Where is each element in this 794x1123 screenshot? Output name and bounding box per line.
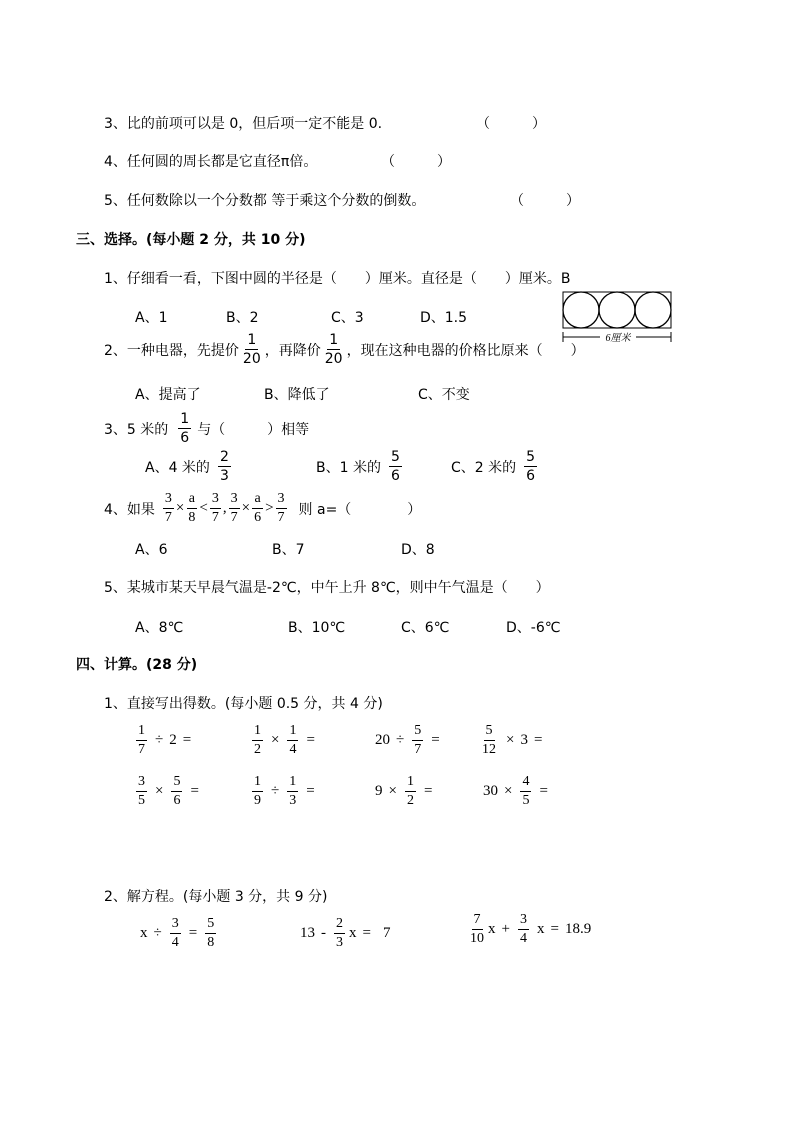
figure-rectangle xyxy=(563,292,671,328)
fraction: $\frac{2}{3}$ xyxy=(219,449,229,484)
choice-q1-option-c[interactable]: C、3 xyxy=(331,310,364,326)
choice-q5-option-a[interactable]: A、8℃ xyxy=(135,620,184,636)
choice-q5-option-d[interactable]: D、-6℃ xyxy=(506,620,561,636)
inequality-expression: $\frac{3}{7}$ × $\frac{a}{8}$ < $\frac{3}{7}$ , $\frac{3}{7}$ × $\frac{a}{6}$ > $\frac{3}{7}$ xyxy=(164,491,285,525)
fraction: $\frac{a}{8}$ xyxy=(188,491,196,525)
fraction: $\frac{3}{7}$ xyxy=(277,491,285,525)
choice-q4-option-a[interactable]: A、6 xyxy=(135,542,168,558)
fraction: $\frac{2}{3}$ xyxy=(336,916,343,950)
circle-1 xyxy=(563,292,599,328)
judge-q3-answer-paren[interactable]: （ ） xyxy=(476,116,546,132)
fraction: $\frac{a}{6}$ xyxy=(254,491,262,525)
fraction: $\frac{3}{4}$ xyxy=(519,912,527,946)
choice-q5: 5、某城市某天早晨气温是-2℃，中午上升 8℃，则中午气温是（ ） xyxy=(104,580,550,596)
judge-q4-answer-paren[interactable]: （ ） xyxy=(381,154,451,170)
fraction: $\frac{1}{2}$ xyxy=(254,723,261,757)
choice-q3-option-c[interactable]: C、2 米的 $\frac{5}{6}$ xyxy=(451,449,536,484)
calc-item-3: 20 ÷ $\frac{5}{7}$ = xyxy=(375,723,440,757)
choice-q4-option-d[interactable]: D、8 xyxy=(401,542,435,558)
circle-2 xyxy=(599,292,635,328)
fraction: $\frac{5}{6}$ xyxy=(173,774,181,808)
calc-sub2-heading: 2、解方程。(每小题 3 分，共 9 分) xyxy=(104,889,328,905)
calc-item-6: $\frac{1}{9}$ ÷ $\frac{1}{3}$ = xyxy=(254,774,315,808)
choice-q4-option-b[interactable]: B、7 xyxy=(272,542,305,558)
dimension-label: 6厘米 xyxy=(605,333,631,344)
calc-item-1: $\frac{1}{7}$ ÷ 2 = xyxy=(138,723,192,757)
choice-q1-option-a[interactable]: A、1 xyxy=(135,310,168,326)
fraction: $\frac{4}{5}$ xyxy=(522,774,530,808)
calc-item-8: 30 × $\frac{4}{5}$ = xyxy=(483,774,548,808)
choice-q1: 1、仔细看一看，下图中圆的半径是（ ）厘米。直径是（ ）厘米。B xyxy=(104,271,571,287)
choice-q2-option-c[interactable]: C、不变 xyxy=(418,387,470,403)
calc-item-7: 9 × $\frac{1}{2}$ = xyxy=(375,774,433,808)
choice-q5-option-c[interactable]: C、6℃ xyxy=(401,620,450,636)
fraction: $\frac{3}{4}$ xyxy=(171,916,179,950)
choice-q4: 4、如果 $\frac{3}{7}$ × $\frac{a}{8}$ < $\frac{3}{7}$ , $\frac{3}{7}$ × $\frac{a}{6}$ > $\frac{3}{7}$ 则 a=（ ） xyxy=(104,491,422,525)
fraction: $\frac{1}{2}$ xyxy=(406,774,414,808)
fraction: $\frac{1}{20}$ xyxy=(242,332,261,367)
calc-item-2: $\frac{1}{2}$ × $\frac{1}{4}$ = xyxy=(254,723,315,757)
calc-heading: 四、计算。(28 分) xyxy=(76,657,198,673)
fraction: $\frac{3}{5}$ xyxy=(138,774,145,808)
equation-3: $\frac{7}{10}$ x + $\frac{3}{4}$ x = 18.9 xyxy=(470,912,592,946)
fraction: $\frac{1}{9}$ xyxy=(254,774,261,808)
choice-q3-option-b[interactable]: B、1 米的 $\frac{5}{6}$ xyxy=(316,449,400,484)
fraction: $\frac{1}{6}$ xyxy=(180,411,190,446)
fraction: $\frac{5}{6}$ xyxy=(390,449,400,484)
equation-2: 13 - $\frac{2}{3}$ x = 7 xyxy=(300,916,391,950)
choice-q2-option-a[interactable]: A、提高了 xyxy=(135,387,201,403)
fraction: $\frac{3}{7}$ xyxy=(164,491,172,525)
calc-sub1-heading: 1、直接写出得数。(每小题 0.5 分，共 4 分) xyxy=(104,696,383,712)
choice-q5-option-b[interactable]: B、10℃ xyxy=(288,620,346,636)
circle-3 xyxy=(635,292,671,328)
fraction: $\frac{3}{7}$ xyxy=(230,491,238,525)
judge-q5: 5、任何数除以一个分数都 等于乘这个分数的倒数。 xyxy=(104,193,426,209)
choice-q1-option-d[interactable]: D、1.5 xyxy=(420,310,468,326)
choice-q2-option-b[interactable]: B、降低了 xyxy=(264,387,330,403)
fraction: $\frac{3}{7}$ xyxy=(211,491,219,525)
choice-q2: 2、一种电器，先提价 $\frac{1}{20}$ ，再降价 $\frac{1}{20}$ ，现在这种电器的价格比原来（ ） xyxy=(104,332,585,367)
equation-1: x ÷ $\frac{3}{4}$ = $\frac{5}{8}$ xyxy=(140,916,215,950)
choice-q3-option-a[interactable]: A、4 米的 $\frac{2}{3}$ xyxy=(145,449,229,484)
fraction: $\frac{1}{20}$ xyxy=(324,332,343,367)
choice-heading: 三、选择。(每小题 2 分，共 10 分) xyxy=(76,232,306,248)
calc-item-5: $\frac{3}{5}$ × $\frac{5}{6}$ = xyxy=(138,774,199,808)
calc-item-4: $\frac{5}{12}$ × 3 = xyxy=(482,723,543,757)
fraction: $\frac{7}{10}$ xyxy=(470,912,484,946)
fraction: $\frac{5}{7}$ xyxy=(414,723,422,757)
choice-q1-option-b[interactable]: B、2 xyxy=(226,310,259,326)
fraction: $\frac{5}{8}$ xyxy=(207,916,215,950)
fraction: $\frac{1}{3}$ xyxy=(289,774,297,808)
fraction: $\frac{5}{12}$ xyxy=(482,723,496,757)
judge-q3: 3、比的前项可以是 0，但后项一定不能是 0. xyxy=(104,116,383,132)
fraction: $\frac{1}{4}$ xyxy=(289,723,297,757)
fraction: $\frac{1}{7}$ xyxy=(138,723,145,757)
choice-q3: 3、5 米的 $\frac{1}{6}$ 与（ ）相等 xyxy=(104,411,310,446)
judge-q5-answer-paren[interactable]: （ ） xyxy=(510,193,580,209)
judge-q4: 4、任何圆的周长都是它直径π倍。 xyxy=(104,154,318,170)
fraction: $\frac{5}{6}$ xyxy=(526,449,536,484)
